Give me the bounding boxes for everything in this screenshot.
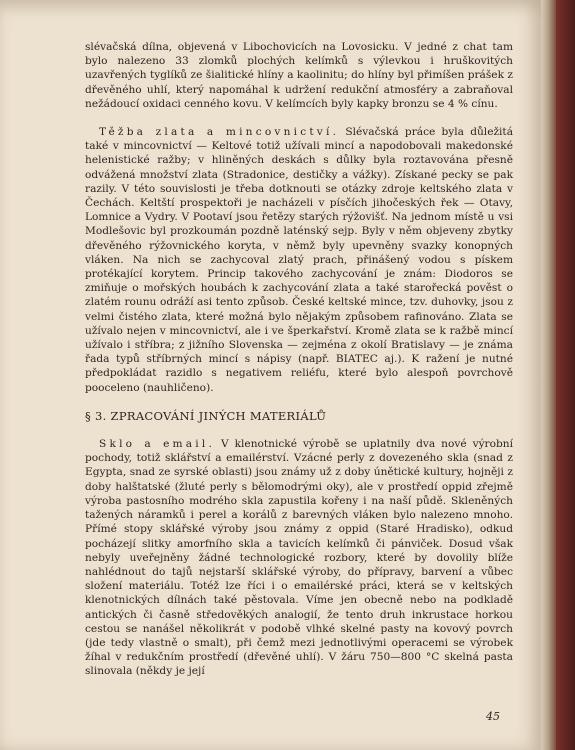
page-number: 45 [486, 710, 500, 723]
page-body [85, 40, 513, 693]
section-heading: § 3. ZPRACOVÁNÍ JINÝCH MATERIÁLŮ [85, 408, 327, 423]
book-cover-edge [556, 0, 575, 750]
paragraph-3-lead: Sklo a email. [99, 438, 216, 451]
paragraph-2-text: Slévačská práce byla důležitá také v mincovnictví — Keltové totiž užívali mincí a napodobovali makedonské helenistické ražby; v hliněných deskách s důlky byla roztavována přesně odvážená množství zlata (Stradonice, destičky a vážky). Získané pecky se pak razily. V této souvislosti je třeba dotknouti se otázky zdroje keltského zlata v Čechách. Keltští prospektoři je nacházeli v písčích jihočeských řek — Otavy, Lomnice a Vydry. V Pootaví jsou řetězy starých rýžovišť. Na jednom místě u vsi Modlešovic byl prozkoumán pozdně laténský sejp. Byly v něm objeveny zbytky dřevěného rýžovnického koryta, v němž byly upevněny svazky konopných vláken. Na nich se zachycoval zlatý prach, přinášený vodou s pískem protékající korytem. Princip takového zachycování je znám: Diodoros se zmiňuje o mořských houbách k zachycování zlata a také starořecká pověst o zlatém rounu odráží asi tento způsob. České keltské mince, tzv. duhovky, jsou z velmi čistého zlata, které možná bylo nějakým způsobem rafinováno. Zlata se užívalo nejen v mincovnictví, ale i ve šperkařství. Kromě zlata se k ražbě mincí užívalo i stříbra; z jižního Slovenska — zejména z okolí Bratislavy — je známa řada typů stříbrných mincí s nápisy (např. BIATEC aj.). K ražení je nutné předpokládat razidlo s negativem reliéfu, které bylo alespoň povrchově pooceleno (nauhličeno). [85, 126, 514, 394]
paragraph-3 [85, 437, 513, 678]
paragraph-2-lead: Těžba zlata a mincovnictví. [99, 126, 340, 139]
paragraph-2 [85, 125, 513, 395]
paragraph-3-text: V klenotnické výrobě se uplatnily dva nové výrobní pochody, totiž sklářství a emailérství. Vzácné perly z dovezeného skla (snad z Egypta, snad ze syrské oblasti) jsou známy už z doby únětické kultury, hojněji z doby halštatské (žluté perly s bělomodrými oky), ale v prostředí oppid zřejmě výroba pastosního modrého skla zapustila kořeny i na naší půdě. Skleněných tažených náramků i perel a korálů z barevných vláken bylo nalezeno mnoho. Přímé stopy sklářské výroby jsou známy z oppid (Staré Hradisko), odkud pocházejí slitky amorfního skla a tavicích kelímků či pánviček. Dosud však nebyly uveřejněny žádné technologické rozbory, které by dovolily blíže nahlédnout do tajů nejstarší sklářské výroby, do přípravy, barvení a vůbec složení materiálu. Totéž lze říci i o emailérské práci, která se v keltských klenotnických dílnách také pěstovala. Víme jen obecně nebo na podkladě antických či časně středověkých analogií, že tento druh inkrustace horkou cestou se nanášel několikrát v podobě vlhké skelné pasty na kovový povrch (jde tedy vlastně o smalt), při čemž mezi jednotlivými operacemi se výrobek žíhal v redukčním prostředí (dřevěné uhlí). V žáru 750—800 °C skelná pasta slinovala (někdy je její [85, 438, 513, 678]
paragraph-1: slévačská dílna, objevená v Libochovicích na Lovosicku. V jedné z chat tam bylo nalezeno 33 zlomků plochých kelímků s výlevkou i hruškovitých uzavřených tyglíků ze šialitické hlíny a kaolinitu; do hlíny byl přimíšen prášek z dřevěného uhlí, který napomáhal k udržení redukční atmosféry a zabraňoval nežádoucí oxidaci cenného kovu. V kelímcích byly kapky bronzu se 4 % cínu. [85, 41, 513, 110]
